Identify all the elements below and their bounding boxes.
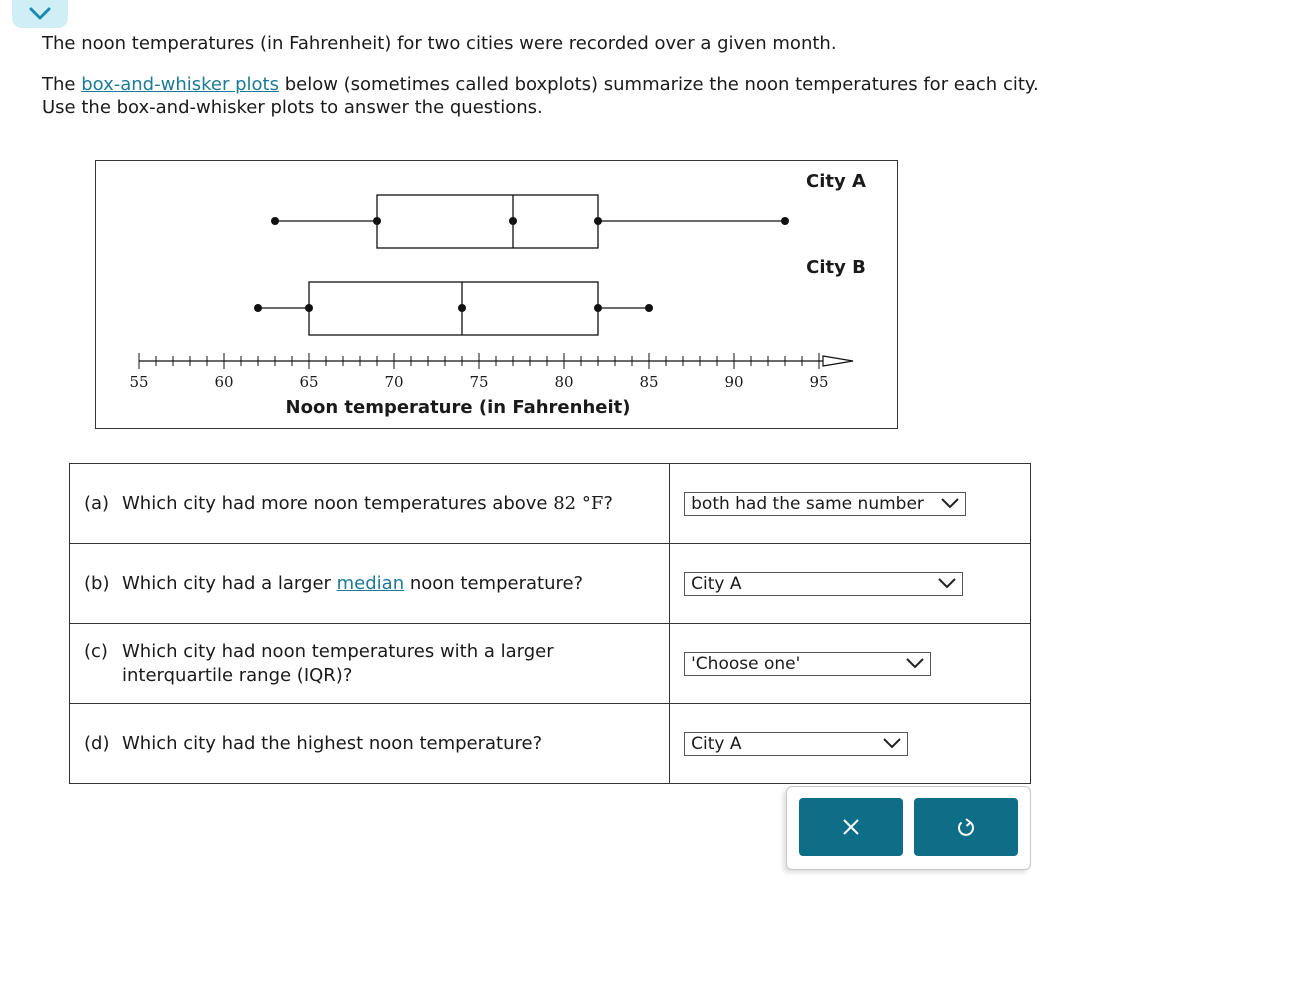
question-cell-b xyxy=(70,544,670,624)
intro-line-3: Use the box-and-whisker plots to answer the questions. xyxy=(42,97,543,118)
x-axis-label-unit: (in Fahrenheit) xyxy=(478,397,631,418)
question-text-b-before: Which city had a larger xyxy=(122,572,337,594)
question-letter: (d) xyxy=(84,732,110,754)
tick-label: 80 xyxy=(554,373,574,391)
chevron-down-icon xyxy=(29,7,51,21)
question-cell-d xyxy=(70,704,670,784)
question-text: Which city had the highest noon temperature? xyxy=(122,732,543,754)
tick-label: 85 xyxy=(639,373,659,391)
median-point xyxy=(509,217,517,225)
answer-select-c[interactable] xyxy=(684,652,931,676)
boxplot-link[interactable]: box-and-whisker plots xyxy=(81,74,279,95)
tick-label: 55 xyxy=(129,373,149,391)
answer-cell-d xyxy=(670,704,1031,784)
box xyxy=(377,195,598,248)
max-point xyxy=(645,304,653,312)
question-letter: (a) xyxy=(84,492,110,514)
questions-table xyxy=(69,463,1031,784)
tick-label: 65 xyxy=(299,373,319,391)
question-row-d xyxy=(70,704,1031,784)
question-row-b xyxy=(70,544,1031,624)
q3-point xyxy=(594,217,602,225)
min-point xyxy=(254,304,262,312)
series-label: City A xyxy=(806,171,866,192)
answer-cell-c xyxy=(670,624,1031,704)
boxplot-svg xyxy=(96,161,897,428)
intro-line-1: The noon temperatures (in Fahrenheit) for two cities were recorded over a given month. xyxy=(42,33,837,54)
x-axis-label-main: Noon temperature xyxy=(285,397,479,418)
intro-line-2 xyxy=(42,73,1262,119)
question-text-c-line2: interquartile range (IQR)? xyxy=(122,664,353,686)
collapse-toggle[interactable] xyxy=(12,0,68,28)
boxplot-city-a xyxy=(271,171,866,248)
answer-select-b[interactable] xyxy=(684,572,963,596)
selected-value: City A xyxy=(691,573,742,594)
question-text-b-after: noon temperature? xyxy=(404,572,584,594)
chevron-down-icon xyxy=(941,498,959,509)
question-letter: (b) xyxy=(84,572,110,594)
max-point xyxy=(781,217,789,225)
axis-arrow xyxy=(823,356,853,366)
q1-point xyxy=(373,217,381,225)
series-label: City B xyxy=(806,257,866,278)
x-axis-label xyxy=(286,397,631,418)
problem-intro xyxy=(42,32,1262,119)
question-row-a xyxy=(70,464,1031,544)
boxplot-chart xyxy=(95,160,898,429)
median-link[interactable]: median xyxy=(336,572,405,594)
chevron-down-icon xyxy=(906,658,924,669)
selected-value: 'Choose one' xyxy=(691,653,801,674)
question-text xyxy=(122,572,669,596)
tick-label: 70 xyxy=(384,373,404,391)
tick-label: 75 xyxy=(469,373,489,391)
intro-line-2-prefix: The xyxy=(42,74,82,95)
question-text xyxy=(122,640,669,688)
answer-cell-a xyxy=(670,464,1031,544)
action-panel xyxy=(786,786,1031,870)
tick-label: 60 xyxy=(214,373,234,391)
question-text-a-before: Which city had more noon temperatures above xyxy=(122,492,554,514)
question-text-a-after: ? xyxy=(603,492,613,514)
boxplot-city-b xyxy=(254,257,866,335)
tick-label: 90 xyxy=(724,373,744,391)
intro-line-2-suffix: below (sometimes called boxplots) summarize the noon temperatures for each city. xyxy=(278,74,1039,95)
question-cell-c xyxy=(70,624,670,704)
chevron-down-icon xyxy=(883,738,901,749)
answer-select-a[interactable] xyxy=(684,492,966,516)
undo-icon xyxy=(955,816,977,838)
q3-point xyxy=(594,304,602,312)
q1-point xyxy=(305,304,313,312)
median-point xyxy=(458,304,466,312)
question-cell-a xyxy=(70,464,670,544)
close-icon xyxy=(842,818,860,836)
answer-select-d[interactable] xyxy=(684,732,908,756)
question-text-c-line1: Which city had noon temperatures with a larger xyxy=(122,640,554,662)
selected-value: City A xyxy=(691,733,742,754)
box xyxy=(309,282,598,335)
chevron-down-icon xyxy=(938,578,956,589)
min-point xyxy=(271,217,279,225)
tick-label: 95 xyxy=(809,373,829,391)
selected-value: both had the same number xyxy=(691,493,924,514)
reset-button[interactable] xyxy=(914,798,1018,856)
answer-cell-b xyxy=(670,544,1031,624)
question-text xyxy=(122,492,669,516)
question-row-c xyxy=(70,624,1031,704)
x-axis xyxy=(129,353,853,391)
temperature-value: 82 °F xyxy=(553,492,604,514)
question-letter: (c) xyxy=(84,640,108,662)
clear-button[interactable] xyxy=(799,798,903,856)
